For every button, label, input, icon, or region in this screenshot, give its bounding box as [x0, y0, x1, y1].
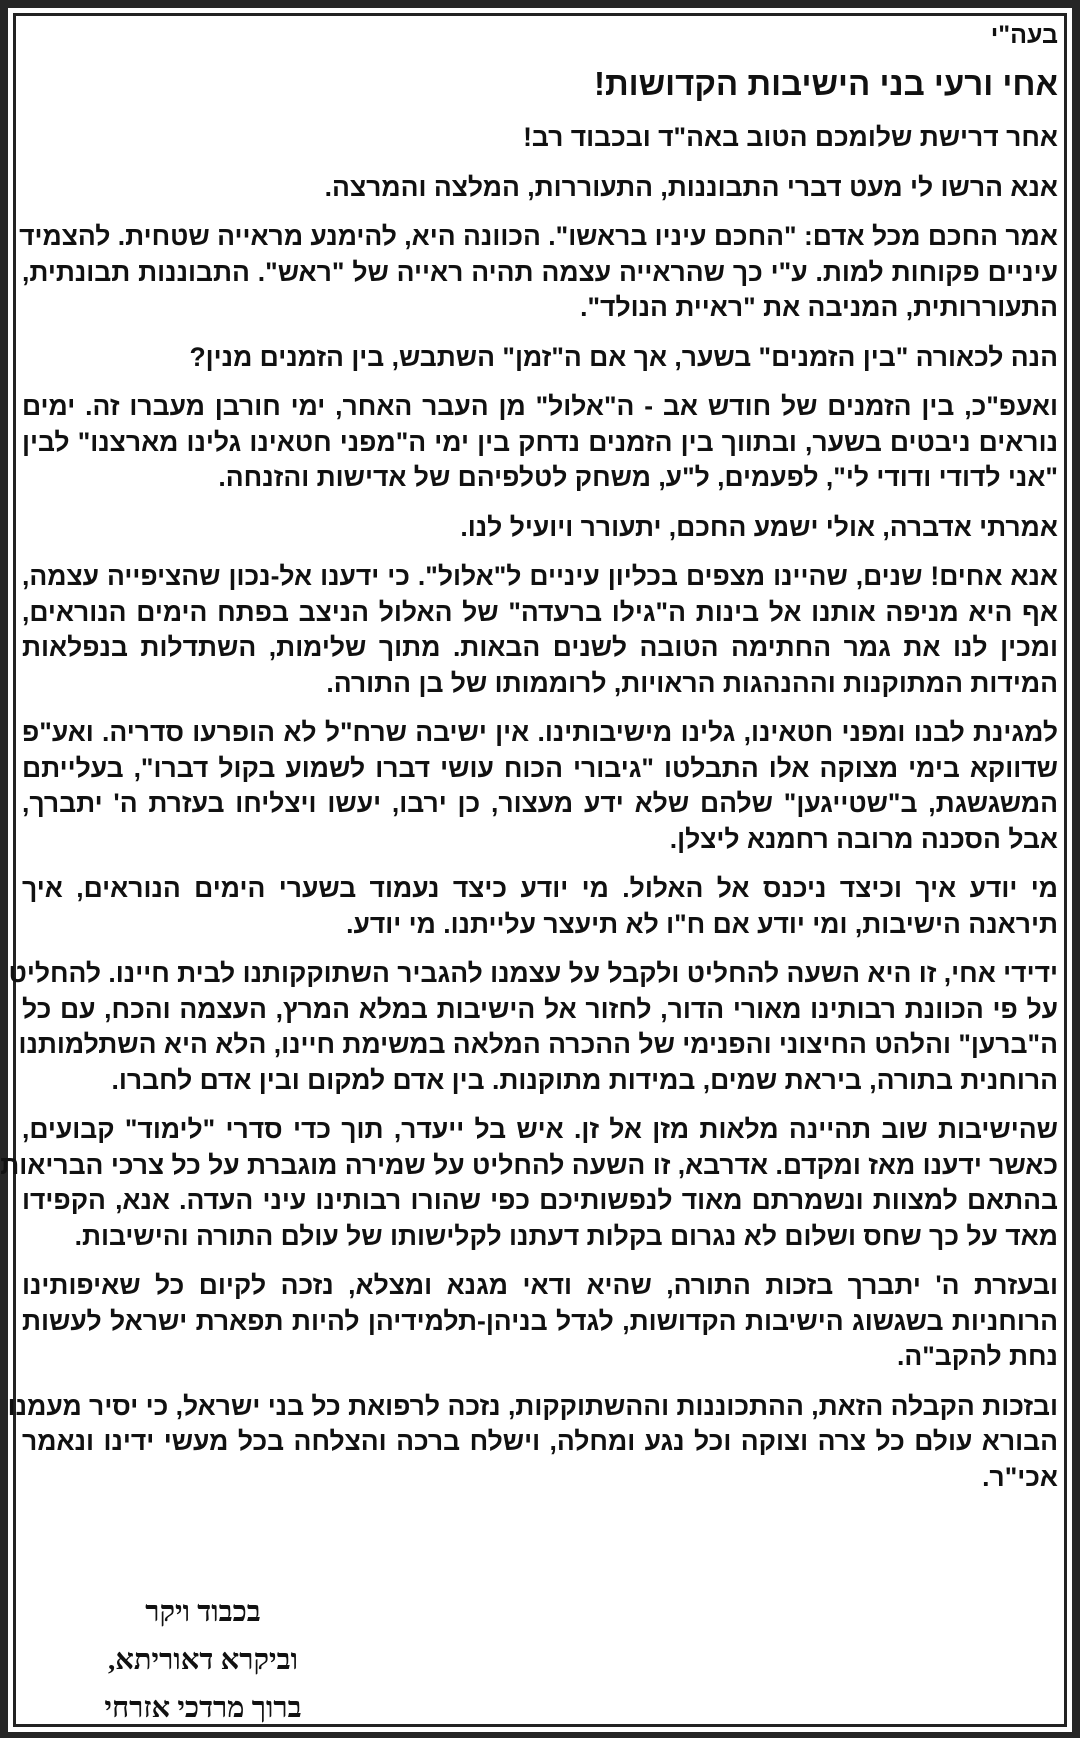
text-line: התעוררותית, המניבה את "ראיית הנולד". [580, 292, 1058, 322]
letter-paragraphs [0, 120, 1058, 1495]
letter-page [0, 8, 1072, 1732]
paragraph [22, 389, 1058, 496]
text-line: "אני לדודי ודודי לי", לפעמים, ל"ע, משחק לטלפיהם של אדישות והזנחה. [218, 462, 1058, 492]
text-line: תיראנה הישיבות, ומי יודע אם ח"ו לא תיעצר עלייתנו. מי יודע. [346, 908, 1058, 939]
paragraph [19, 219, 1058, 326]
paragraph [22, 510, 1058, 546]
text-line: שדווקא בימי מצוקה אלו התבלטו "גיבורי הכוח עושי דברו לשמוע בקול דברו", בעלייתם [22, 752, 1058, 783]
text-line: כאשר ידענו מאז ומקדם. אדרבא, זו השעה להחליט על שמירה מוגברת על כל צרכי הבריאות [0, 1149, 1058, 1180]
paragraph [22, 559, 1058, 701]
paragraph [22, 871, 1058, 942]
text-line: אנא הרשו לי מעט דברי התבוננות, התעוררות, המלצה והמרצה. [324, 171, 1058, 202]
text-line: ידידי אחי, זו היא השעה להחליט ולקבל על עצמנו להגביר השתוקקותנו לבית חיינו. להחליט [8, 958, 1058, 988]
text-line: אכי"ר. [982, 1461, 1058, 1492]
paragraph [0, 1112, 1058, 1254]
text-line: אף היא מניפה אותנו אל בינות ה"גילו ברעדה" של האלול הניצב בפתח הימים הנוראים, [22, 596, 1058, 627]
text-line: שהישיבות שוב תהיינה מלאות מזן אל זן. איש בל ייעדר, תוך כדי סדרי "לימוד" קבועים, [22, 1114, 1058, 1144]
text-line: הבורא עולם כל צרה וצוקה וכל נגע ומחלה, וישלח ברכה והצלחה בכל מעשי ידינו ונאמר [22, 1426, 1058, 1456]
text-line: ואעפ"כ, בין הזמנים של חודש אב - ה"אלול" מן העבר האחר, ימי חורבן מעברו זה. ימים [22, 391, 1058, 421]
text-line: מי יודע איך וכיצד ניכנס אל האלול. מי יודע כיצד נעמוד בשערי הימים הנוראים, איך [22, 873, 1058, 903]
paragraph [22, 340, 1058, 376]
signature-name: ברוך מרדכי אזרחי [104, 1692, 302, 1724]
paragraph [22, 170, 1058, 206]
text-line: למגינת לבנו ומפני חטאינו, גלינו מישיבותינו. אין ישיבה שרח"ל לא הופרעו סדריה. ואע"פ [22, 717, 1058, 747]
signature-closing: בכבוד ויקר [145, 1596, 261, 1628]
paragraph [22, 1268, 1058, 1375]
text-line: אחר דרישת שלומכם הטוב באה"ד ובכבוד רב! [523, 122, 1058, 152]
text-line: הרוחניות בשגשוג הישיבות הקדושות, לגדל בניהן-תלמידיהן להיות תפארת ישראל לעשות [22, 1305, 1058, 1336]
text-line: בהתאם למצוות ונשמרתם מאוד לנפשותיכם כפי שהורו רבותינו עיני העדה. אנא, הקפידו [22, 1185, 1058, 1215]
paragraph [22, 120, 1058, 156]
signature-closing-2: וביקרא דאוריתא, [107, 1644, 299, 1676]
text-line: ה"ברען" והלהט החיצוני והפנימי של ההכרה המלאה במשימת חיינו, הלא היא השתלמותנו [18, 1029, 1058, 1059]
text-line: אמרתי אדברה, אולי ישמע החכם, יתעורר ויועיל לנו. [460, 511, 1058, 542]
text-line: אנא אחים! שנים, שהיינו מצפים בכליון עיניים ל"אלול". כי ידענו אל-נכון שהציפייה עצמה, [22, 561, 1058, 591]
text-line: נחת להקב"ה. [896, 1341, 1058, 1371]
paragraph [7, 1389, 1058, 1496]
text-line: נוראים ניבטים בשער, ובתווך בין הזמנים נדחק בין ימי ה"מפני חטאינו גלינו מארצנו" לבין [22, 426, 1058, 457]
text-line: על פי הכוונת רבותינו מאורי הדור, לחזור אל הישיבות במלא המרץ, העצמה והכח, עם כל [22, 993, 1058, 1024]
text-line: ובעזרת ה' יתברך בזכות התורה, שהיא ודאי מגנא ומצלא, נזכה לקיום כל שאיפותינו [22, 1270, 1058, 1300]
text-line: אמר החכם מכל אדם: "החכם עיניו בראשו". הכוונה היא, להימנע מראייה שטחית. להצמיד [19, 221, 1058, 251]
text-line: הרוחנית בתורה, ביראת שמים, במידות מתוקנות. בין אדם למקום ובין אדם לחברו. [111, 1064, 1058, 1095]
letter-headline: אחי ורעי בני הישיבות הקדושות! [593, 65, 1058, 102]
signature-block [88, 1588, 318, 1732]
bh-heading: בעה"י [990, 21, 1058, 49]
text-line: מאד על כך שחס ושלום לא נגרום בקלות דעתנו לקלישותו של עולם התורה והישיבות. [74, 1220, 1058, 1251]
text-line: ומכין לנו את גמר החתימה הטובה לשנים הבאות. מתוך שלימות, השתדלות בנפלאות [22, 632, 1058, 662]
text-line: המשגשגת, ב"שטייגען" שלהם שלא ידע מעצור, כן ירבו, יעשו ויצליחו בעזרת ה' יתברך, [22, 788, 1058, 818]
text-line: הנה לכאורה "בין הזמנים" בשער, אך אם ה"זמן" השתבש, בין הזמנים מנין? [189, 341, 1058, 372]
text-line: עיניים פקוחות למות. ע"י כך שהראייה עצמה תהיה ראייה של "ראש". התבוננות תבונתית, [22, 256, 1058, 287]
text-line: ובזכות הקבלה הזאת, ההתכוננות וההשתוקקות, נזכה לרפואת כל בני ישראל, כי יסיר מעמנו [7, 1390, 1058, 1421]
letter-body [0, 18, 1058, 1509]
text-line: המידות המתוקנות וההנהגות הראויות, לרוממותו של בן התורה. [326, 667, 1058, 698]
paragraph [8, 956, 1058, 1098]
paragraph [22, 715, 1058, 857]
text-line: אבל הסכנה מרובה רחמנא ליצלן. [669, 823, 1058, 854]
